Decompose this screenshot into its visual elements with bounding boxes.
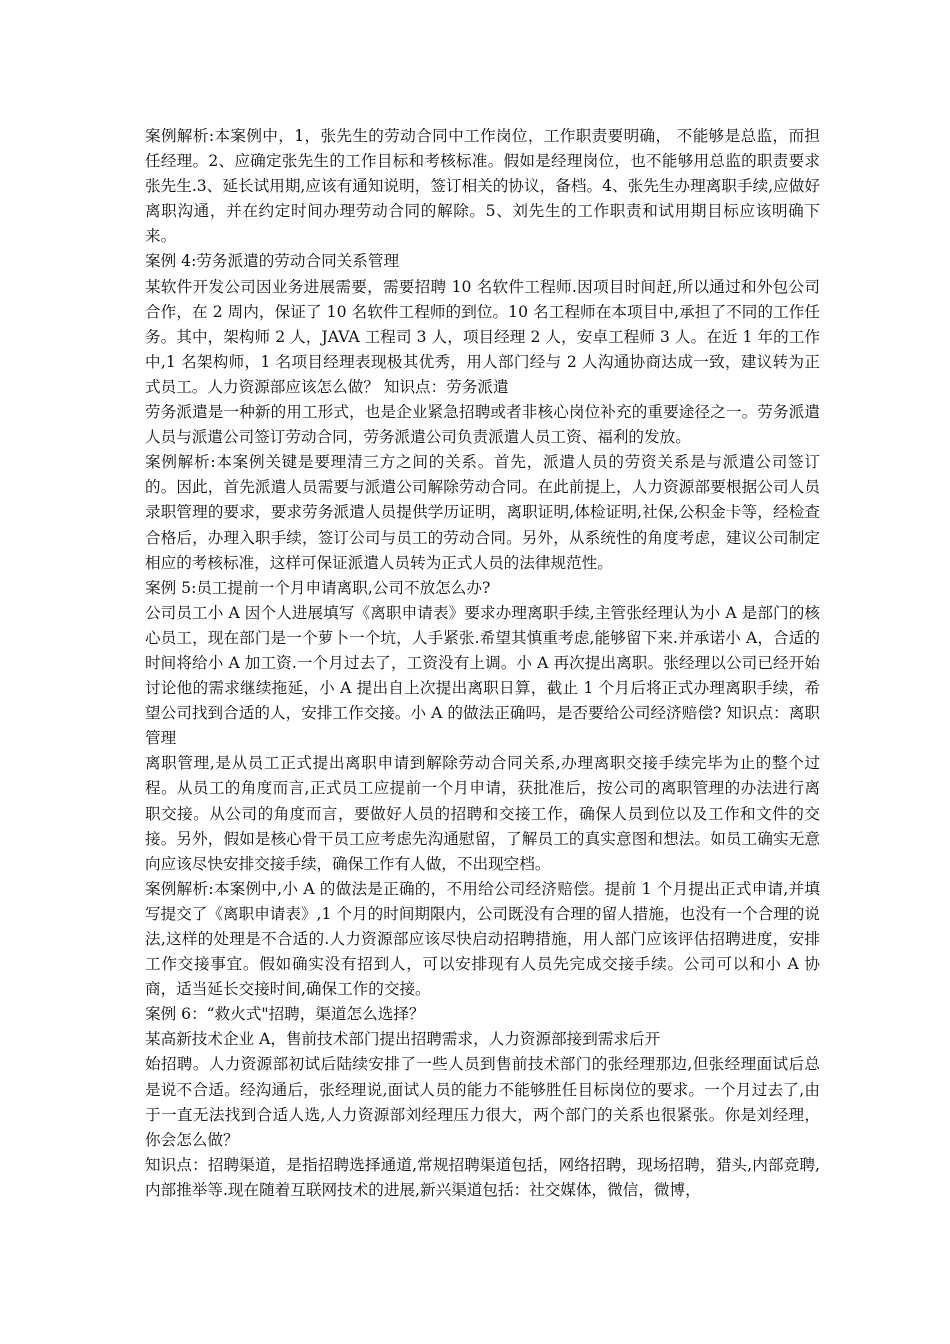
paragraph-case5-analysis: 案例解析:本案例中,小 A 的做法是正确的，不用给公司经济赔偿。提前 1 个月提出正式申请,并填写提交了《离职申请表》,1 个月的时间期限内，公司既没有合理的留人措施，也没有一个合理的说法,这样的处理是不合适的.人力资源部应该尽快启动招聘措施，用人部门应该评估招聘进度，安排工作交接事宜。假如确实没有招到人，可以安排现有人员先完成交接手续。公司可以和小 A 协商，适当延长交接时间,确保工作的交接。 bbox=[145, 879, 820, 999]
paragraph-case5-knowledge: 离职管理,是从员工正式提出离职申请到解除劳动合同关系,办理离职交接手续完毕为止的整个过程。从员工的角度而言,正式员工应提前一个月申请，获批准后，按公司的离职管理的办法进行离职交接。从公司的角度而言，要做好人员的招聘和交接工作，确保人员到位以及工作和文件的交接。另外，假如是核心骨干员工应考虑先沟通慰留，了解员工的真实意图和想法。如员工确实无意向应该尽快安排交接手续，确保工作有人做，不出现空档。 bbox=[145, 754, 820, 873]
paragraph-case4-knowledge: 劳务派遣是一种新的用工形式，也是企业紧急招聘或者非核心岗位补充的重要途径之一。劳务派遣人员与派遣公司签订劳动合同，劳务派遣公司负责派遣人员工资、福利的发放。 bbox=[145, 403, 820, 447]
paragraph-case6-intro: 某高新技术企业 A，售前技术部门提出招聘需求，人力资源部接到需求后开 bbox=[145, 1030, 661, 1049]
paragraph-case6-knowledge: 知识点：招聘渠道，是指招聘选择通道,常规招聘渠道包括，网络招聘，现场招聘，猎头,内部竞聘,内部推举等.现在随着互联网技术的进展,新兴渠道包括：社交媒体，微信，微博， bbox=[145, 1155, 820, 1199]
paragraph-case6-description: 始招聘。人力资源部初试后陆续安排了一些人员到售前技术部门的张经理那边,但张经理面试后总是说不合适。经沟通后，张经理说,面试人员的能力不能够胜任目标岗位的要求。一个月过去了,由于一直无法找到合适人选,人力资源部刘经理压力很大，两个部门的关系也很紧张。你是刘经理，你会怎么做？ bbox=[145, 1055, 820, 1149]
paragraph-case4-description: 某软件开发公司因业务进展需要，需要招聘 10 名软件工程师.因项目时间赶,所以通过和外包公司合作，在 2 周内，保证了 10 名软件工程师的到位。10 名工程师在本项目中,承担了不同的工作任务。其中，架构师 2 人，JAVA 工程司 3 人，项目经理 2 人，安卓工程师 3 人。在近 1 年的工作中,1 名架构师，1 名项目经理表现极其优秀，用人部门经与 2 人沟通协商达成一致，建议转为正式员工。人力资源部应该怎么做？ 知识点：劳务派遣 bbox=[145, 277, 820, 396]
paragraph-case3-analysis: 案例解析:本案例中，1，张先生的劳动合同中工作岗位，工作职责要明确， 不能够是总监，而担任经理。2、应确定张先生的工作目标和考核标准。假如是经理岗位，也不能够用总监的职责要求张先生.3、延长试用期,应该有通知说明，签订相关的协议，备档。4、张先生办理离职手续,应做好离职沟通，并在约定时间办理劳动合同的解除。5、刘先生的工作职责和试用期目标应该明确下来。 bbox=[145, 127, 820, 246]
paragraph-case5-description: 公司员工小 A 因个人进展填写《离职申请表》要求办理离职手续,主管张经理认为小 A 是部门的核心员工，现在部门是一个萝卜一个坑，人手紧张.希望其慎重考虑,能够留下来.并承诺小 A，合适的时间将给小 A 加工资.一个月过去了，工资没有上调。小 A 再次提出离职。张经理以公司已经开始讨论他的需求继续拖延，小 A 提出自上次提出离职日算，截止 1 个月后将正式办理离职手续，希望公司找到合适的人，安排工作交接。小 A 的做法正确吗，是否要给公司经济赔偿? 知识点：离职管理 bbox=[145, 603, 820, 748]
paragraph-case4-analysis: 案例解析:本案例关键是要理清三方之间的关系。首先，派遣人员的劳资关系是与派遣公司签订的。因此，首先派遣人员需要与派遣公司解除劳动合同。在此前提上，人力资源部要根据公司人员录职管理的要求，要求劳务派遣人员提供学历证明，离职证明,体检证明,社保,公积金卡等，经检查合格后，办理入职手续，签订公司与员工的劳动合同。另外，从系统性的角度考虑，建议公司制定相应的考核标准，这样可保证派遣人员转为正式人员的法律规范性。 bbox=[145, 453, 820, 572]
heading-case5: 案例 5:员工提前一个月申请离职,公司不放怎么办? bbox=[145, 578, 491, 597]
heading-case6: 案例 6：“救火式"招聘，渠道怎么选择？ bbox=[145, 1005, 425, 1024]
heading-case4: 案例 4:劳务派遣的劳动合同关系管理 bbox=[145, 252, 400, 271]
document-body bbox=[145, 124, 820, 1203]
